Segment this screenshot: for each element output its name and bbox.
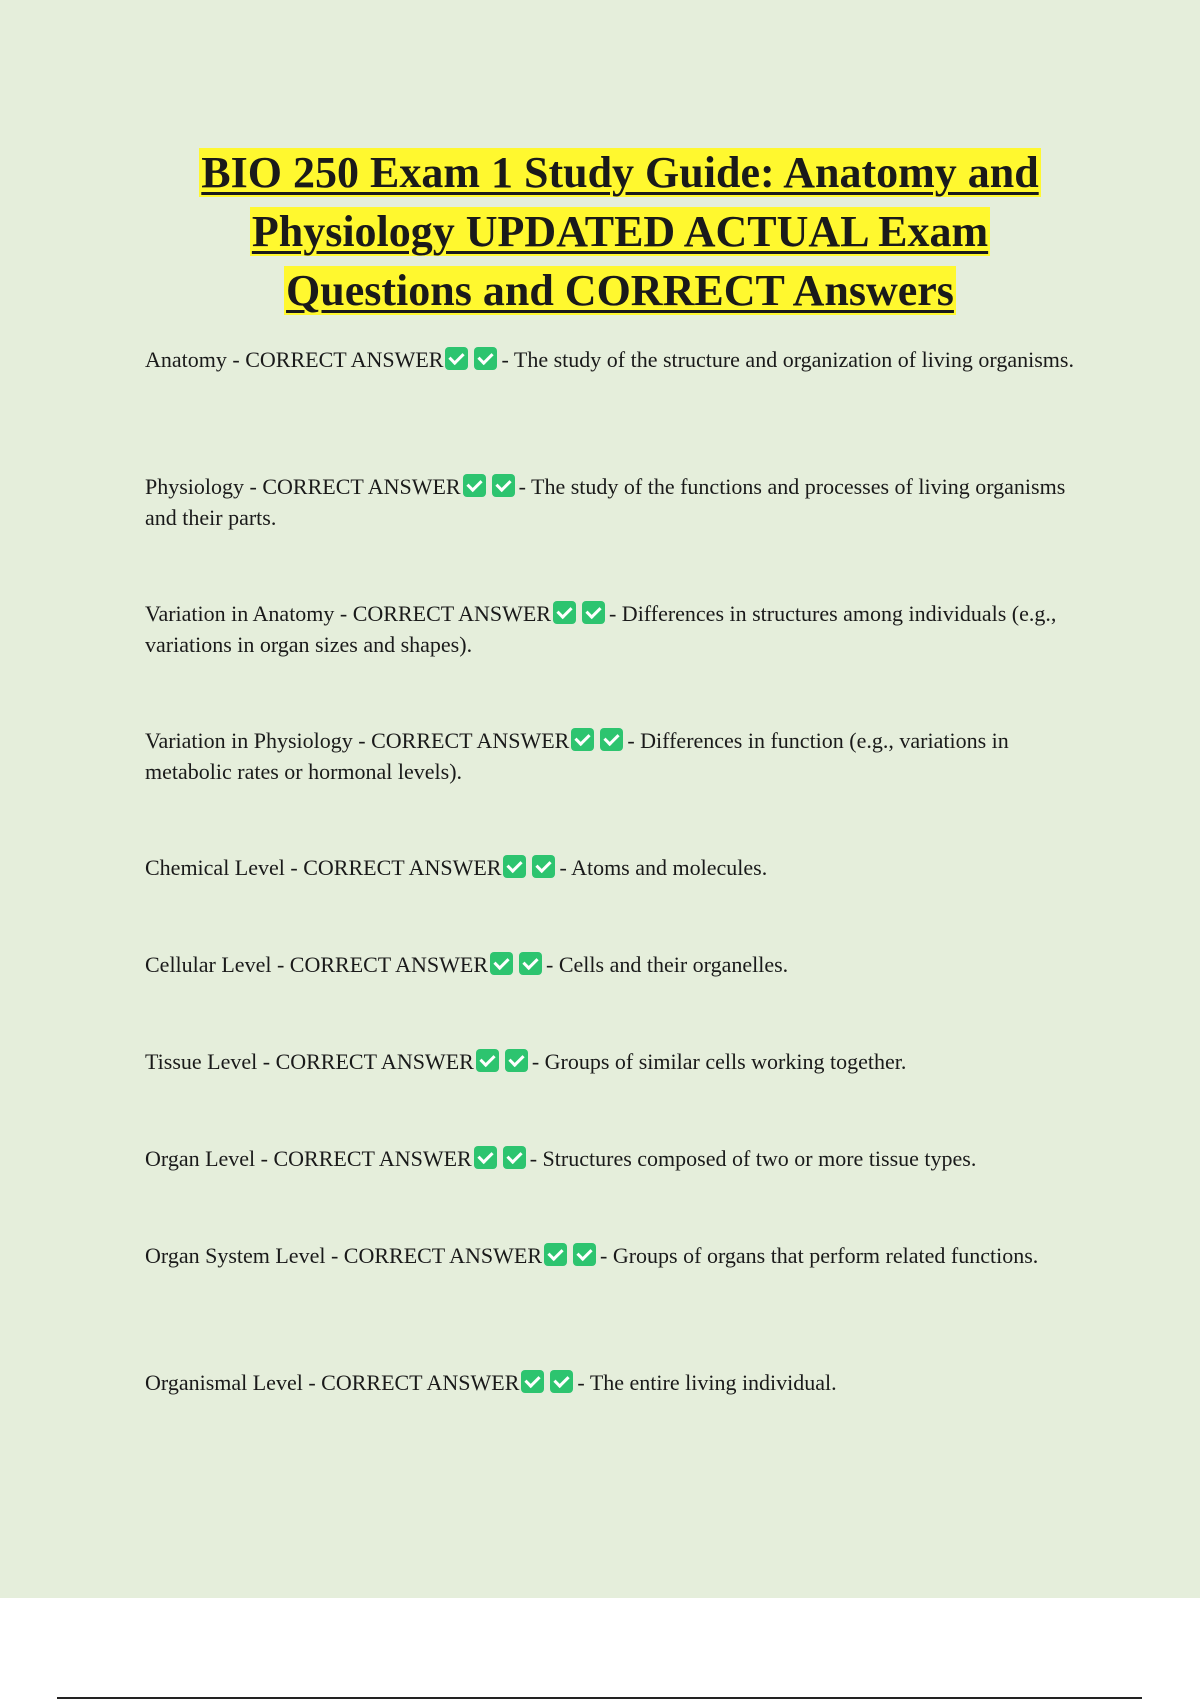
title-line-2: Physiology UPDATED ACTUAL Exam [251,207,989,256]
qa-term: Organismal Level [145,1370,303,1395]
page-title [120,143,1120,320]
check-box-icon [474,347,497,370]
qa-definition: - The study of the functions and processes of living organisms and their parts. [145,474,1066,530]
title-line-1: BIO 250 Exam 1 Study Guide: Anatomy and [201,148,1039,197]
qa-definition: - Groups of organs that perform related functions. [600,1243,1039,1268]
qa-item-cellular-level [145,949,1085,980]
qa-definition: - Differences in structures among individuals (e.g., variations in organ sizes and shapes). [145,601,1057,657]
check-box-icon [503,855,526,878]
check-box-icon [463,474,486,497]
qa-answer-label: - CORRECT ANSWER [308,1370,520,1395]
check-box-icon [571,728,594,751]
qa-answer-label: - CORRECT ANSWER [262,1049,474,1074]
qa-item-organ-system-level [145,1240,1085,1271]
qa-item-physiology [145,471,1085,533]
qa-term: Anatomy [145,347,227,372]
qa-item-organismal-level [145,1367,1085,1398]
qa-definition: - The entire living individual. [577,1370,837,1395]
check-box-icon [490,952,513,975]
qa-answer-label: - CORRECT ANSWER [339,601,551,626]
qa-answer-label: - CORRECT ANSWER [330,1243,543,1268]
qa-term: Organ Level [145,1146,256,1171]
qa-definition: - Groups of similar cells working together. [531,1049,907,1074]
check-box-icon [519,952,542,975]
qa-term: Chemical Level [145,855,285,880]
qa-item-organ-level [145,1143,1085,1174]
check-box-icon [553,601,576,624]
qa-term: Tissue Level [145,1049,258,1074]
qa-item-variation-physiology [145,725,1085,787]
check-box-icon [476,1049,499,1072]
check-box-icon [521,1370,544,1393]
check-box-icon [544,1243,567,1266]
qa-answer-label: - CORRECT ANSWER [260,1146,472,1171]
check-box-icon [582,601,605,624]
qa-answer-label: - CORRECT ANSWER [358,728,570,753]
check-box-icon [492,474,515,497]
qa-answer-label: - CORRECT ANSWER [249,474,461,499]
check-box-icon [573,1243,596,1266]
qa-definition: - Cells and their organelles. [546,952,789,977]
qa-term: Physiology [145,474,245,499]
qa-item-anatomy [145,344,1085,375]
qa-term: Organ System Level [145,1243,326,1268]
check-box-icon [532,855,555,878]
qa-item-chemical-level [145,852,1085,883]
qa-answer-label: - CORRECT ANSWER [276,952,489,977]
qa-definition: - Atoms and molecules. [559,855,768,880]
qa-definition: - The study of the structure and organization of living organisms. [501,347,1074,372]
check-box-icon [445,347,468,370]
qa-item-variation-anatomy [145,598,1085,660]
qa-answer-label: - CORRECT ANSWER [232,347,444,372]
check-box-icon [550,1370,573,1393]
qa-term: Variation in Anatomy [145,601,335,626]
qa-definition: - Differences in function (e.g., variations in metabolic rates or hormonal levels). [145,728,1009,784]
title-line-3: Questions and CORRECT Answers [286,266,954,315]
qa-answer-label: - CORRECT ANSWER [290,855,502,880]
check-box-icon [503,1146,526,1169]
qa-item-tissue-level [145,1046,1085,1077]
check-box-icon [505,1049,528,1072]
check-box-icon [600,728,623,751]
qa-term: Variation in Physiology [145,728,353,753]
qa-definition: - Structures composed of two or more tissue types. [529,1146,977,1171]
footer-divider [57,1697,1142,1699]
qa-term: Cellular Level [145,952,272,977]
check-box-icon [474,1146,497,1169]
